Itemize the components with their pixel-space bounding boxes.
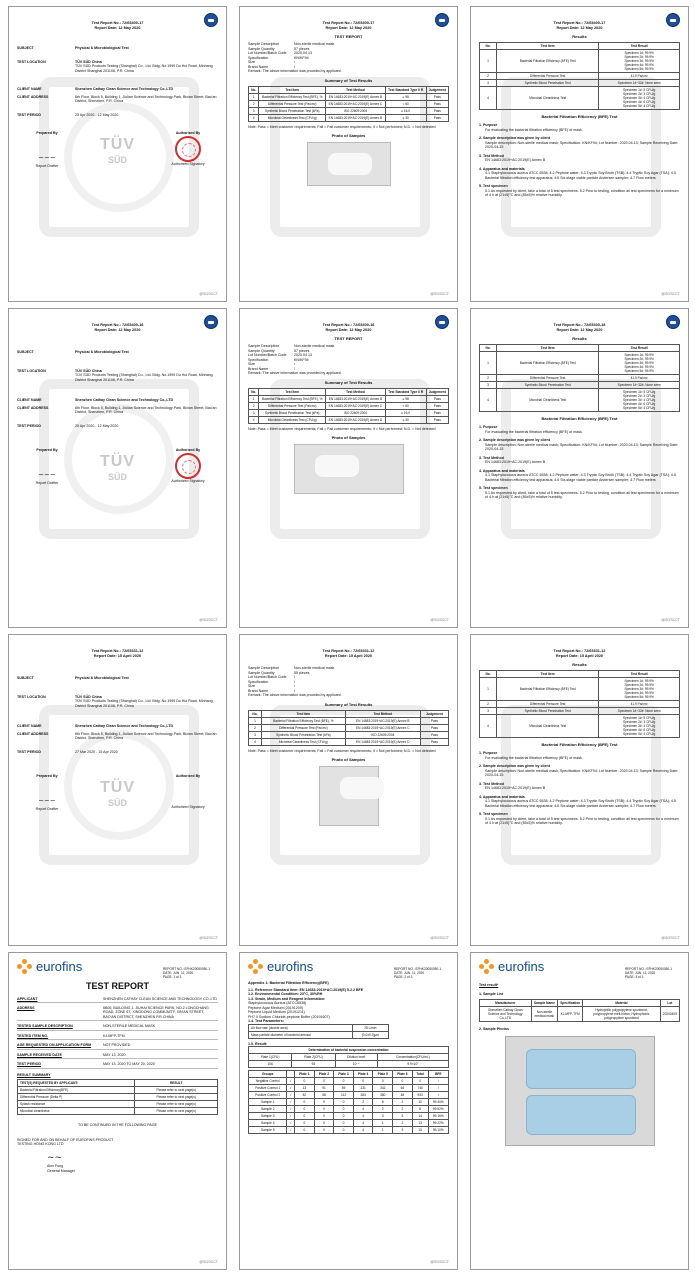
sample-qty-label: Sample Quantity [248,46,275,51]
tuv-summary-page-2 [239,308,458,628]
authorized-by-label: Authorized By [175,448,201,453]
list-item: TESTED SAMPLE DESCRIPTION NON-STERILE MEDICAL MASK [17,1024,218,1030]
report-date: Report Date: 12 May 2020 [325,25,372,30]
report-number: Test Report No.: 72/65400-17 [553,21,606,25]
report-number: Test Report No.: 72/65400-18 [91,323,144,327]
test-period-label: TEST PERIOD [17,749,41,754]
lot-value: / [294,675,295,680]
brand-value: / [294,688,295,693]
subject-label: SUBJECT [17,46,34,51]
report-number: Test Report No.: 72/65331-12 [91,649,144,653]
test-result-title: Test result* [479,983,499,988]
sample-desc-value: Non-sterile medical mask [294,666,335,671]
subject-label: SUBJECT [17,350,34,355]
remark: Remark: The above information was provided by applicant. [248,371,342,376]
table-row: 4 Microbial Cleanliness Test (CFU/g) EN 14683:2019+AC:2019(E) Annex D ≤ 30 Pass [249,114,449,121]
sample-qty-value: 57 pieces [294,46,310,51]
subject-label: SUBJECT [17,676,34,681]
authorized-by-label: Authorized By [175,131,201,136]
table-row: 1 Bacterial Filtration Efficiency Test (BFE), % EN 14683:2019+AC:2019(E) Annex B ≥ 98 Pass [249,395,449,402]
drafter-signature: ~~~ [38,796,56,805]
location-label: TEST LOCATION [17,368,46,373]
tuv-results-page-2: Test Report No.: 72/65400-18 Report Date: 12 May 2020 Results No. Test Item Test Result 1 Bacterial Filtration Efficiency (BFE) Test Specimen 1#: 99.9% Specimen 2#: 99.9% Specimen 3#: 99.9% Specimen 4#: 99.9% Specimen 5#: 99.9% 2 Differential Pressure Test 41.9 Pa/cm² 3 Synthetic Blood Penetration Test Specimen 1#~32#: None seen 4 Microbial Cleanliness Test Specimen 1#: 5 CFU/g Specimen 2#: 3 CFU/g Specimen 3#: 4 CFU/g Specimen 4#: 6 CFU/g Specimen 5#: 4 CFU/g Bacterial Filtration Efficiency (BFE) Test 1. Purpose For evaluating the bacterial filtration efficiency (BFE) of mask. 2. Sample description was given by client Sample description: Non-sterile medical mask; Specification: KN/KF94; Lot Number: 2020.04.13; Sample Receiving Date: 2020-04-15 3. Test Method EN 14683:2019+AC:2019(E) Annex B 4. Apparatus and materials 4.1 Staphylococcus aureus ATCC 6538; 4.2 Peptone water; 4.3 Tryptic Soy Broth (TSB); 4.4 Tryptic Soy Agar (TSA); 4.5 Bacterial filtration efficiency test apparatus; 4.6 Six-stage viable particle Andersen sampler; 4.7 Flow meters 5. Test specimen 5.1 As requested by client, take a total of 5 test specimens. 5.2 Prior to testing, condition all test specimens for a minimum of 4 h at (21±5)°C and (85±5)% relative humidity. @SGSCCT [470,308,689,628]
client-name-value: Shenzhen Cathay Clean Science and Technology Co.,LTD [75,724,174,729]
drafter-label: Report Drafter [35,163,59,168]
red-stamp-icon [175,136,201,162]
sgs-footer: @SGSCCT [430,935,449,940]
tuv-logo-icon [435,13,449,27]
sample-desc-label: Sample Description [248,344,280,349]
spec-value: KN/KF94 [294,357,309,362]
list-item: TESTED ITEM NO. KJ-MFP-TFM [17,1034,218,1040]
table-row: 3 Synthetic Blood Penetration Test (kPa) ISO 22609:2004 Pass [249,731,449,738]
table-row: 3 Synthetic Blood Penetration Test (kPa) ISO 22609:2004 ≥ 16.0 Pass [249,107,449,114]
tuv-logo-icon [666,315,680,329]
table-row: 4 Microbial Cleanliness Test (CFU/g) EN 14683:2019+AC:2019(E) Annex D ≤ 30 Pass [249,416,449,423]
table-row: Microbial cleanliness Please refer to next page(s) [18,1108,218,1115]
report-date: Report Date: 12 May 2020 [325,327,372,332]
client-name-value: Shenzhen Cathay Clean Science and Technology Co.,LTD [75,398,174,403]
client-address-label: CLIENT ADDRESS [17,94,49,99]
subject-value: Physical & Microbiological Test [75,350,129,355]
report-number: Test Report No.: 72/65331-12 [553,649,606,653]
signer-name: Alex Fung [47,1164,64,1169]
test-period-label: TEST PERIOD [17,423,41,428]
table-row: Positive Control 2 / 52 58 112 283 380 48 933 / [249,1092,449,1099]
sample-qty-label: Sample Quantity [248,348,275,353]
sample-list-label: 1. Sample List [479,991,504,996]
bfe-title: Bacterial Filtration Efficiency (BFE) Test [541,114,618,120]
size-label: Size [248,684,255,689]
tuv-watermark: TÜV [100,779,135,797]
brand-label: Brand Name [248,688,269,693]
size-value: / [294,362,295,367]
signature-space [158,779,218,805]
red-stamp-icon [175,453,201,479]
client-address-value: 6th Floor, Block 5, Building 1, Jiulian Science and Technology Park, Bixian Street, Bao'an District, Shenzhen, P.R. China [75,731,217,741]
location-name: TÜV SÜD China [75,694,102,699]
lot-value: 2020.04.13 [294,51,312,56]
eurofins-page-3: eurofins REPORT NO.: EFHK20050050-1 DATE: JUN. 11, 2020 PAGE: 3 of 3 Test result* 1. Sample List Manufacturer Sample Name Specification Material Lot Shenzhen Cathay Clean Science and Technology Co.,LTD Non-sterile medical mask KJ-MFP-TFM Hydrophilic polypropylene spunbond; polypropylene melt-blown; Hydrophobic polypropylene spunbond 20200409 2. Sample Photos [470,952,689,1270]
client-address-label: CLIENT ADDRESS [17,405,49,410]
sgs-footer: @SGSCCT [661,935,680,940]
list-item: AGE REQUESTED ON APPLICATION FORM NOT PROVIDED [17,1043,218,1049]
test-period-value: 27 Mar 2020 - 15 Apr 2020 [75,749,118,754]
list-item: ADDRESS 6B05, BUILDING 1, JIUHAI SCIENCE PARK, NO.2 LONGCHANG ROAD, ZONE 67, XINGDONG COMMUNITY, XIN'AN STREET, BAO'AN DISTRICT, SHENZHEN P.R.CHINA [17,1006,218,1021]
location-label: TEST LOCATION [17,694,46,699]
sud-watermark: SÜD [107,798,127,809]
table-row: 3 Synthetic Blood Penetration Test (kPa) ISO 22609:2004 ≥ 16.0 Pass [249,409,449,416]
result-summary-label: RESULT SUMMARY [17,1072,51,1077]
table-row: Positive Control 1 / 13 91 59 231 342 64 740 / [249,1085,449,1092]
test-period-value: 25 Apr 2020 - 12 May 2020 [75,112,119,117]
tests-table: TEST(S) REQUESTED BY APPLICANT: RESULT Bacterial Filtration Efficiency(BFE) Please refer to next page(s) Differential Pressure (Delta P) Please refer to next page(s) Splash resistance Please refer to next page(s) Microbial cleanliness Please refer to next page(s) [17,1079,218,1115]
tuv-logo-icon [666,13,680,27]
photo-title: Photo of Samples [331,435,366,441]
document-collage [8,6,688,1268]
location-name: TÜV SÜD China [75,59,102,64]
note: Note: Pass = Meet customer requirements; Fail = Fail customer requirements; /f = Not performed; N.D. = Not detected [248,748,436,753]
location-address: TÜV SÜD Products Testing (Shanghai) Co., Ltd. Bldg. No.1999 Du Hui Road, Minhang District Shanghai 201108, P.R. China [75,699,213,708]
client-name-label: CLIENT NAME [17,87,42,92]
sample-list-table: Manufacturer Sample Name Specification Material Lot Shenzhen Cathay Clean Science and Technology Co.,LTD Non-sterile medical mask KJ-MFP-TFM Hydrophilic polypropylene spunbond; polypropylene melt-blown; Hydrophobic polypropylene spunbond 20200409 [479,999,680,1022]
table-row: 1 Bacterial Filtration Efficiency Test (BFE), % EN 14683:2019+AC:2019(E) Annex B ≥ 98 Pass [249,93,449,100]
tuv-watermark: TÜV [100,453,135,471]
signer-title: General Manager [47,1168,75,1173]
report-number: Test Report No.: 72/65400-18 [553,323,606,327]
lot-value: 2020.04.13 [294,353,312,358]
prepared-by-label: Prepared By [36,774,58,779]
list-item: SAMPLE RECEIVED DATE MAY 13, 2020 [17,1053,218,1059]
summary-title: Summary of Test Results [324,701,373,707]
sud-watermark: SÜD [107,155,127,166]
tuv-summary-page-3 [239,634,458,946]
authorized-signatory-label: Authorized Signatory [171,161,205,166]
eurofins-page-2: eurofins REPORT NO.: EFHK20050050-1 DATE: JUN. 11, 2020 PAGE: 2 of 3 Appendix 1: Bacterial Filtration Efficiency(BFE) 1.1. Reference Standard Item: EN 14683:2019+AC:2019(E) 5.2.2 BFE 1.2. Environmental Condition: 23°C, 30%RH 1.3. Strain, Medium and Reagent Information: Staphylococcus Aureus (ATCC6538) Peptone Agar Medium (20191209) Peptone Liquid Medium (20191211) PH7.0 Sodium Chloride-peptone Buffer (20191607) 1.4. Test Parameters: Air flow rate (double area) 28 L/min Mass particle diameter of bacterial aerosol (3.0±0.3)μm 1.5. Result: Determination of bacterial suspension concentration Plate 1(CFU) Plate 2(CFU) Dilution level Concentration(CFU/mL) 106 93 10⁻⁶ 9.9×10⁷ Groups Plate 1 Plate 2 Plate 3 Plate 4 Plate 5 Plate 6 Total BFE Negative Control / 0 0 0 0 0 0 0 / Positive Control 1 / 13 91 59 231 342 64 740 / Positive Control 2 / 52 58 112 283 380 48 933 / Sample 1 / 0 0 0 2 8 2 10 99.40% Sample 2 / 0 0 0 4 2 2 8 99.52% Sample 3 / 0 0 0 4 3 3 14 99.16% Sample 4 / 0 0 0 4 1 2 13 99.22% Sample 5 / 0 0 0 4 1 3 15 99.10% @SGSCCT [239,952,458,1270]
client-address-value: 6th Floor, Block 5, Building 1, Jiulian Science and Technology Park, Bixian Street, Bao'an District, Shenzhen, P.R. China [75,94,217,104]
sample-qty-value: 57 pieces [294,348,310,353]
sgs-footer: @SGSCCT [661,617,680,622]
drafter-signature: ~~~ [38,470,56,479]
client-name-label: CLIENT NAME [17,724,42,729]
lot-label: Lot Number/Batch Code [248,51,287,56]
sample-desc-label: Sample Description [248,666,280,671]
continued-note: TO BE CONTINUED IN THE FOLLOWING PAGE [77,1123,158,1128]
table-row: Sample 4 / 0 0 0 4 1 2 13 99.22% [249,1120,449,1127]
brand-label: Brand Name [248,64,269,69]
sgs-footer: @SGSCCT [661,291,680,296]
sgs-footer: @SGSCCT [199,1259,218,1264]
list-item: TEST PERIOD MAY 13, 2020 TO MAY 20, 2020 [17,1062,218,1068]
note: Note: Pass = Meet customer requirements; Fail = Fail customer requirements; /f = Not performed; N.D. = Not detected [248,426,436,431]
spec-value: KN/KF94 [294,55,309,60]
results-table: No. Test Item Test Result 1 Bacterial Filtration Efficiency (BFE) Test Specimen 1#: 99.9% Specimen 2#: 99.9% Specimen 3#: 99.9% Specimen 4#: 99.9% Specimen 5#: 99.9% 2 Differential Pressure Test 41.9 Pa/cm² 3 Synthetic Blood Penetration Test Specimen 1#~32#: None seen 4 Microbial Cleanliness Test Specimen 1#: 5 CFU/g Specimen 2#: 3 CFU/g Specimen 3#: 4 CFU/g Specimen 4#: 6 CFU/g Specimen 5#: 4 CFU/g [479,344,680,412]
params-table: Air flow rate (double area) 28 L/min Mass particle diameter of bacterial aerosol (3.0±0.3)μm [248,1024,389,1039]
report-date: Report Date: 12 May 2020 [556,25,603,30]
table-row: 2 Differential Pressure Test (Pa/cm²) EN 14683:2019+AC:2019(E) Annex C < 60 Pass [249,100,449,107]
table-row: Splash resistance Please refer to next page(s) [18,1101,218,1108]
eurofins-brand: eurofins [498,959,545,974]
table-row: Shenzhen Cathay Clean Science and Technology Co.,LTD Non-sterile medical mask KJ-MFP-TFM Hydrophilic polypropylene spunbond; polypropylene melt-blown; Hydrophobic polypropylene spunbond 20200409 [480,1007,680,1022]
sample-desc-label: Sample Description [248,42,280,47]
report-date: Report Date: 15 April 2020 [555,653,604,658]
table-row: Sample 5 / 0 0 0 4 1 3 15 99.10% [249,1127,449,1134]
photo-title: Photo of Samples [331,133,366,139]
summary-title: Summary of Test Results [324,77,373,83]
report-date: Report Date: 15 April 2020 [324,653,373,658]
sample-desc-value: Non-sterile medical mask [294,42,335,47]
client-address-label: CLIENT ADDRESS [17,731,49,736]
report-number: Test Report No.: 72/65400-17 [322,21,375,25]
table-row: Bacterial Filtration Efficiency(BFE) Please refer to next page(s) [18,1087,218,1094]
summary-table: No. Test Item Test Method Test Standard Type II R Judgement 1 Bacterial Filtration Efficiency Test (BFE), % EN 14683:2019+AC:2019(E) Annex B ≥ 98 Pass 2 Differential Pressure Test (Pa/cm²) EN 14683:2019+AC:2019(E) Annex C < 60 Pass 3 Synthetic Blood Penetration Test (kPa) ISO 22609:2004 ≥ 16.0 Pass 4 Microbial Cleanliness Test (CFU/g) EN 14683:2019+AC:2019(E) Annex D ≤ 30 Pass [248,388,449,424]
client-address-value: 6th Floor, Block 5, Building 1, Jiulian Science and Technology Park, Bixian Street, Bao'an District, Shenzhen, P.R. China [75,405,217,415]
table-row: Sample 2 / 0 0 0 4 2 2 8 99.52% [249,1106,449,1113]
lot-label: Lot Number/Batch Code [248,675,287,680]
brand-value: / [294,64,295,69]
results-title: Results [572,662,587,668]
results-title: Results [572,34,587,40]
sgs-footer: @SGSCCT [199,935,218,940]
results-title: Results [572,336,587,342]
location-address: TÜV SÜD Products Testing (Shanghai) Co., Ltd. Bldg. No.1999 Du Hui Road, Minhang District Shanghai 201108, P.R. China [75,64,213,73]
lot-label: Lot Number/Batch Code [248,353,287,358]
report-number: Test Report No.: 72/65331-12 [322,649,375,653]
table-row: 4 Microbial Cleanliness Test (CFU/g) EN 14683:2019+AC:2019(E) Annex D Pass [249,738,449,745]
report-date: Report Date: 12 May 2020 [556,327,603,332]
subject-value: Physical & Microbiological Test [75,46,129,51]
mask-photo [294,444,404,494]
note: Note: Pass = Meet customer requirements; Fail = Fail customer requirements; /f = Not performed; N.D. = Not detected [248,124,436,129]
summary-table: No. Test Item Test Method Test Standard Type II R Judgement 1 Bacterial Filtration Efficiency Test (BFE), % EN 14683:2019+AC:2019(E) Annex B ≥ 98 Pass 2 Differential Pressure Test (Pa/cm²) EN 14683:2019+AC:2019(E) Annex C < 60 Pass 3 Synthetic Blood Penetration Test (kPa) ISO 22609:2004 ≥ 16.0 Pass 4 Microbial Cleanliness Test (CFU/g) EN 14683:2019+AC:2019(E) Annex D ≤ 30 Pass [248,86,449,122]
groups-table: Groups Plate 1 Plate 2 Plate 3 Plate 4 Plate 5 Plate 6 Total BFE Negative Control / 0 0 0 0 0 0 0 / Positive Control 1 / 13 91 59 231 342 64 740 / Positive Control 2 / 52 58 112 283 380 48 933 / Sample 1 / 0 0 0 2 8 2 10 99.40% Sample 2 / 0 0 0 4 2 2 8 99.52% Sample 3 / 0 0 0 4 3 3 14 99.16% Sample 4 / 0 0 0 4 1 2 13 99.22% Sample 5 / 0 0 0 4 1 3 15 99.10% [248,1070,449,1134]
client-name-label: CLIENT NAME [17,398,42,403]
summary-table: No. Test Item Test Method Judgement 1 Bacterial Filtration Efficiency Test (BFE), % EN 14683:2019+AC:2019(E) Annex B Pass 2 Differential Pressure Test (Pa/cm²) EN 14683:2019+AC:2019(E) Annex C Pass 3 Synthetic Blood Penetration Test (kPa) ISO 22609:2004 Pass 4 Microbial Cleanliness Test (CFU/g) EN 14683:2019+AC:2019(E) Annex D Pass [248,710,449,746]
brand-value: / [294,366,295,371]
location-label: TEST LOCATION [17,59,46,64]
size-value: / [294,684,295,689]
table-row: 2 Differential Pressure Test (Pa/cm²) EN 14683:2019+AC:2019(E) Annex C Pass [249,724,449,731]
appendix-title: Appendix 1: Bacterial Filtration Efficiency(BFE) [248,981,329,986]
sud-watermark: SÜD [107,472,127,483]
report-number: Test Report No.: 72/65400-17 [91,21,144,25]
eurofins-brand: eurofins [267,959,314,974]
tuv-results-page-1: Test Report No.: 72/65400-17 Report Date: 12 May 2020 Results No. Test Item Test Result 1 Bacterial Filtration Efficiency (BFE) Test Specimen 1#: 99.9% Specimen 2#: 99.9% Specimen 3#: 99.9% Specimen 4#: 99.9% Specimen 5#: 99.9% 2 Differential Pressure Test 41.9 Pa/cm² 3 Synthetic Blood Penetration Test Specimen 1#~32#: None seen 4 Microbial Cleanliness Test Specimen 1#: 5 CFU/g Specimen 2#: 3 CFU/g Specimen 3#: 4 CFU/g Specimen 4#: 6 CFU/g Specimen 5#: 4 CFU/g Bacterial Filtration Efficiency (BFE) Test 1. Purpose For evaluating the bacterial filtration efficiency (BFE) of mask. 2. Sample description was given by client Sample description: Non-sterile medical mask; Specification: KN/KF94; Lot Number: 2020.04.13; Sample Receiving Date: 2020-04-15 3. Test Method EN 14683:2019+AC:2019(E) Annex B 4. Apparatus and materials 4.1 Staphylococcus aureus ATCC 6538; 4.2 Peptone water; 4.3 Tryptic Soy Broth (TSB); 4.4 Tryptic Soy Agar (TSA); 4.5 Bacterial filtration efficiency test apparatus; 4.6 Six-stage viable particle Andersen sampler; 4.7 Flow meters 5. Test specimen 5.1 As requested by client, take a total of 5 test specimens. 5.2 Prior to testing, condition all test specimens for a minimum of 4 h at (21±5)°C and (85±5)% relative humidity. @SGSCCT [470,6,689,302]
table-row: Sample 1 / 0 0 0 2 8 2 10 99.40% [249,1099,449,1106]
table-row: 1 Bacterial Filtration Efficiency Test (BFE), % EN 14683:2019+AC:2019(E) Annex B Pass [249,717,449,724]
location-address: TÜV SÜD Products Testing (Shanghai) Co., Ltd. Bldg. No.1999 Du Hui Road, Minhang District Shanghai 201108, P.R. China [75,373,213,382]
list-item: APPLICANT SHENZHEN CATHAY CLEAN SCIENCE AND TECHNOLOGY CO.,LTD [17,997,218,1003]
client-name-value: Shenzhen Cathay Clean Science and Technology Co.,LTD [75,87,174,92]
results-table: No. Test Item Test Result 1 Bacterial Filtration Efficiency (BFE) Test Specimen 1#: 99.9% Specimen 2#: 99.9% Specimen 3#: 99.9% Specimen 4#: 99.9% Specimen 5#: 99.9% 2 Differential Pressure Test 41.9 Pa/cm² 3 Synthetic Blood Penetration Test Specimen 1#~32#: None seen 4 Microbial Cleanliness Test Specimen 1#: 5 CFU/g Specimen 2#: 3 CFU/g Specimen 3#: 4 CFU/g Specimen 4#: 6 CFU/g Specimen 5#: 4 CFU/g [479,670,680,738]
size-value: / [294,60,295,65]
remark: Remark: The above information was provided by applicant. [248,69,342,74]
sample-photos-label: 2. Sample Photos [479,1027,509,1032]
tuv-cover-page-1 [8,6,227,302]
sgs-footer: @SGSCCT [199,617,218,622]
drafter-label: Report Drafter [35,806,59,811]
spec-label: Specification [248,55,269,60]
sample-desc-value: Non-sterile medical mask [294,344,335,349]
tuv-logo-icon [204,315,218,329]
signed-note: SIGNED FOR AND ON BEHALF OF EUROFINS PRODUCT TESTING HONG KONG LTD [17,1137,114,1147]
tuv-summary-page-1 [239,6,458,302]
sgs-footer: @SGSCCT [430,1259,449,1264]
sgs-footer: @SGSCCT [199,291,218,296]
sample-qty-value: 55 pieces [294,670,310,675]
determination-table: Determination of bacterial suspension concentration Plate 1(CFU) Plate 2(CFU) Dilution level Concentration(CFU/mL) 106 93 10⁻⁶ 9.9×10⁷ [248,1046,449,1068]
drafter-label: Report Drafter [35,480,59,485]
spec-label: Specification [248,357,269,362]
spec-value: / [294,679,295,684]
summary-title: Summary of Test Results [324,379,373,385]
mask-sample-photo [505,1036,655,1146]
signature: ~~ [47,1152,63,1163]
location-name: TÜV SÜD China [75,368,102,373]
eurofins-dots-icon [248,959,264,975]
prepared-by-label: Prepared By [36,131,58,136]
tuv-cover-page-2 [8,308,227,628]
test-report-title: TEST REPORT [85,981,149,992]
drafter-signature: ~~~ [38,153,56,162]
sgs-footer: @SGSCCT [430,617,449,622]
report-date: Report Date: 15 April 2020 [93,653,142,658]
results-table: No. Test Item Test Result 1 Bacterial Filtration Efficiency (BFE) Test Specimen 1#: 99.9% Specimen 2#: 99.9% Specimen 3#: 99.9% Specimen 4#: 99.9% Specimen 5#: 99.9% 2 Differential Pressure Test 41.9 Pa/cm² 3 Synthetic Blood Penetration Test Specimen 1#~32#: None seen 4 Microbial Cleanliness Test Specimen 1#: 5 CFU/g Specimen 2#: 3 CFU/g Specimen 3#: 4 CFU/g Specimen 4#: 6 CFU/g Specimen 5#: 4 CFU/g [479,42,680,110]
authorized-signatory-label: Authorized Signatory [171,478,205,483]
authorized-by-label: Authorized By [175,774,201,779]
bfe-title: Bacterial Filtration Efficiency (BFE) Test [541,742,618,748]
mask-photo [307,142,391,186]
eurofins-dots-icon [479,959,495,975]
test-report-heading: TEST REPORT [334,336,363,342]
tuv-logo-icon [204,13,218,27]
report-date: Report Date: 12 May 2020 [94,327,141,332]
tuv-results-page-3: Test Report No.: 72/65331-12 Report Date: 15 April 2020 Results No. Test Item Test Result 1 Bacterial Filtration Efficiency (BFE) Test Specimen 1#: 99.9% Specimen 2#: 99.9% Specimen 3#: 99.9% Specimen 4#: 99.9% Specimen 5#: 99.9% 2 Differential Pressure Test 41.9 Pa/cm² 3 Synthetic Blood Penetration Test Specimen 1#~32#: None seen 4 Microbial Cleanliness Test Specimen 1#: 5 CFU/g Specimen 2#: 3 CFU/g Specimen 3#: 4 CFU/g Specimen 4#: 6 CFU/g Specimen 5#: 4 CFU/g Bacterial Filtration Efficiency (BFE) Test 1. Purpose For evaluating the bacterial filtration efficiency (BFE) of mask. 2. Sample description was given by client Sample description: Non-sterile medical mask; Specification: KN/KF94; Lot Number: 2020.04.13; Sample Receiving Date: 2020-04-15 3. Test Method EN 14683:2019+AC:2019(E) Annex B 4. Apparatus and materials 4.1 Staphylococcus aureus ATCC 6538; 4.2 Peptone water; 4.3 Tryptic Soy Broth (TSB); 4.4 Tryptic Soy Agar (TSA); 4.5 Bacterial filtration efficiency test apparatus; 4.6 Six-stage viable particle Andersen sampler; 4.7 Flow meters 5. Test specimen 5.1 As requested by client, take a total of 5 test specimens. 5.2 Prior to testing, condition all test specimens for a minimum of 4 h at (21±5)°C and (85±5)% relative humidity. @SGSCCT [470,634,689,946]
mask-photo [319,766,379,826]
photo-title: Photo of Samples [331,757,366,763]
prepared-by-label: Prepared By [36,448,58,453]
table-row: Negative Control / 0 0 0 0 0 0 0 / [249,1078,449,1085]
test-period-label: TEST PERIOD [17,112,41,117]
authorized-signatory-label: Authorized Signatory [171,804,205,809]
eurofins-page-1: eurofins REPORT NO.: EFHK20050050-1 DATE: JUN. 11, 2020 PAGE: 1 of 3 TEST REPORT APPLICANT SHENZHEN CATHAY CLEAN SCIENCE AND TECHNOLOGY CO.,LTD ADDRESS 6B05, BUILDING 1, JIUHAI SCIENCE PARK, NO.2 LONGCHANG ROAD, ZONE 67, XINGDONG COMMUNITY, XIN'AN STREET, BAO'AN DISTRICT, SHENZHEN P.R.CHINA TESTED SAMPLE DESCRIPTION NON-STERILE MEDICAL MASK TESTED ITEM NO. KJ-MFP-TFM AGE REQUESTED ON APPLICATION FORM NOT PROVIDED SAMPLE RECEIVED DATE MAY 13, 2020 TEST PERIOD MAY 13, 2020 TO MAY 20, 2020 RESULT SUMMARY TEST(S) REQUESTED BY APPLICANT: RESULT Bacterial Filtration Efficiency(BFE) Please refer to next page(s) Differential Pressure (Delta P) Please refer to next page(s) Splash resistance Please refer to next page(s) Microbial cleanliness Please refer to next page(s) TO BE CONTINUED IN THE FOLLOWING PAGE SIGNED FOR AND ON BEHALF OF EUROFINS PRODUCT TESTING HONG KONG LTD ~~ Alex Fung General Manager @SGSCCT [8,952,227,1270]
size-label: Size [248,60,255,65]
sample-qty-label: Sample Quantity [248,670,275,675]
table-row: Differential Pressure (Delta P) Please refer to next page(s) [18,1094,218,1101]
spec-label: Specification [248,679,269,684]
brand-label: Brand Name [248,366,269,371]
eurofins-brand: eurofins [36,959,83,974]
report-date: Report Date: 12 May 2020 [94,25,141,30]
table-row: Sample 3 / 0 0 0 4 3 3 14 99.16% [249,1113,449,1120]
sgs-footer: @SGSCCT [430,291,449,296]
bfe-title: Bacterial Filtration Efficiency (BFE) Test [541,416,618,422]
table-row: 2 Differential Pressure Test (Pa/cm²) EN 14683:2019+AC:2019(E) Annex C < 60 Pass [249,402,449,409]
eurofins-dots-icon [17,959,33,975]
tuv-cover-page-3 [8,634,227,946]
subject-value: Physical & Microbiological Test [75,676,129,681]
test-period-value: 25 Apr 2020 - 12 May 2020 [75,423,119,428]
tuv-logo-icon [435,315,449,329]
test-report-heading: TEST REPORT [334,34,363,40]
tuv-watermark: TÜV [100,136,135,154]
size-label: Size [248,362,255,367]
remark: Remark: The above information was provided by applicant. [248,693,342,698]
report-number: Test Report No.: 72/65400-18 [322,323,375,327]
